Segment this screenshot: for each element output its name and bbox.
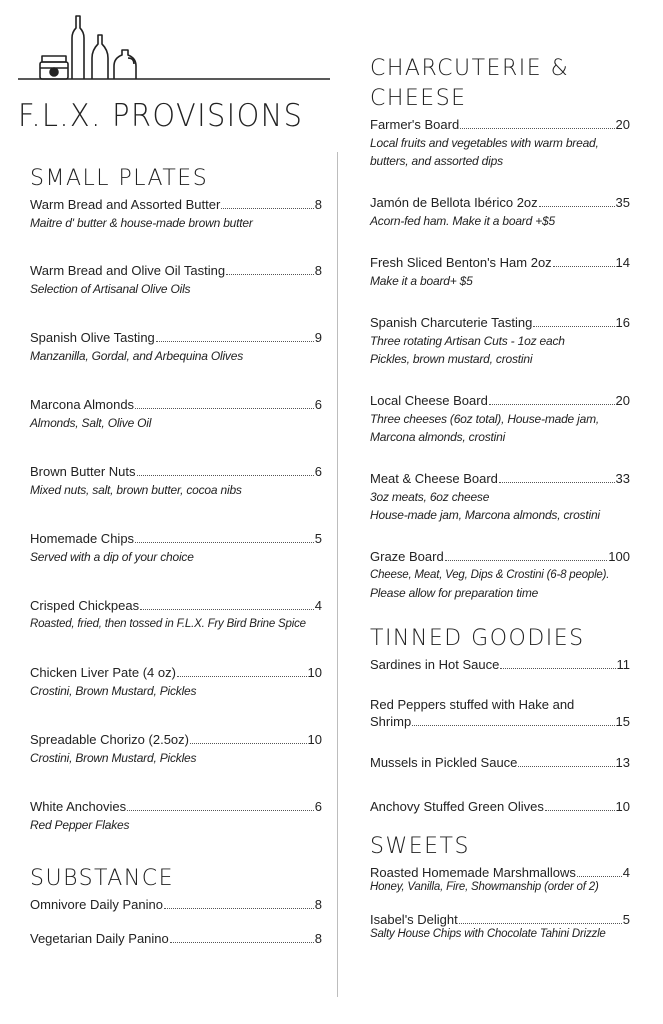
section-title-line: CHEESE [370, 86, 467, 111]
item-name: Shrimp [370, 714, 412, 729]
column-divider [337, 152, 338, 997]
item-name: Spanish Olive Tasting [30, 330, 155, 345]
item-price: 10 [307, 732, 322, 747]
item-price: 6 [314, 464, 322, 479]
item-description: Marcona almonds, crostini [370, 430, 506, 444]
menu-item [30, 262, 322, 298]
item-price: 10 [307, 665, 322, 680]
item-description: Almonds, Salt, Olive Oil [30, 416, 152, 430]
item-description: Make it a board+ $5 [370, 274, 473, 288]
item-name: Crisped Chickpeas [30, 598, 140, 613]
item-name: White Anchovies [30, 799, 127, 814]
item-description: Acorn-fed ham. Make it a board +$5 [370, 214, 555, 228]
item-price: 10 [615, 799, 630, 814]
menu-item [30, 664, 322, 700]
item-name: Mussels in Pickled Sauce [370, 755, 518, 770]
item-description: Manzanilla, Gordal, and Arbequina Olives [30, 349, 244, 363]
menu-item [370, 798, 630, 816]
menu-item [30, 396, 322, 432]
menu-item [30, 731, 322, 767]
item-price: 20 [615, 393, 630, 408]
item-price: 6 [314, 799, 322, 814]
item-name: Chicken Liver Pate (4 oz) [30, 665, 176, 680]
item-name: Sardines in Hot Sauce [370, 657, 500, 672]
item-name: Graze Board [370, 549, 444, 564]
item-description: Please allow for preparation time [370, 586, 539, 600]
item-name: Vegetarian Daily Panino [30, 931, 169, 946]
item-description: Cheese, Meat, Veg, Dips & Crostini (6-8 people). [370, 569, 610, 581]
item-name: Jamón de Bellota Ibérico 2oz [370, 195, 538, 210]
menu-item [370, 911, 630, 942]
section-title-line: CHARCUTERIE & [370, 56, 570, 81]
item-name: Homemade Chips [30, 531, 135, 546]
item-price: 14 [615, 255, 630, 270]
item-description: Crostini, Brown Mustard, Pickles [30, 684, 197, 698]
section-title-substance: SUBSTANCE [30, 866, 175, 891]
menu-item [30, 930, 322, 948]
item-name: Spreadable Chorizo (2.5oz) [30, 732, 189, 747]
item-price: 8 [314, 197, 322, 212]
menu-item [370, 696, 630, 729]
item-description: 3oz meats, 6oz cheese [370, 490, 490, 504]
menu-item [30, 798, 322, 834]
item-name: Isabel's Delight [370, 912, 458, 927]
item-name: Roasted Homemade Marshmallows [370, 865, 576, 880]
item-description: Salty House Chips with Chocolate Tahini Drizzle [370, 928, 606, 940]
item-description: Selection of Artisanal Olive Oils [30, 282, 191, 296]
item-description: Three cheeses (6oz total), House-made jam, [370, 412, 600, 426]
item-price: 5 [622, 912, 630, 927]
item-description: Honey, Vanilla, Fire, Showmanship (order of 2) [370, 881, 599, 893]
menu-item [30, 530, 322, 566]
menu-item [370, 314, 630, 368]
item-name: Warm Bread and Assorted Butter [30, 197, 221, 212]
item-price: 20 [615, 117, 630, 132]
menu-item [30, 463, 322, 499]
menu-item [370, 864, 630, 895]
item-name: Local Cheese Board [370, 393, 488, 408]
item-name: Anchovy Stuffed Green Olives [370, 799, 544, 814]
item-price: 8 [314, 897, 322, 912]
menu-item [370, 194, 630, 230]
item-price: 6 [314, 397, 322, 412]
item-name: Red Peppers stuffed with Hake and [370, 697, 575, 712]
menu-item [370, 254, 630, 290]
brand-name: F.L.X. PROVISIONS [18, 98, 304, 134]
item-price: 16 [615, 315, 630, 330]
item-name: Fresh Sliced Benton's Ham 2oz [370, 255, 552, 270]
menu-item [30, 196, 322, 232]
item-description: Crostini, Brown Mustard, Pickles [30, 751, 197, 765]
item-description: Served with a dip of your choice [30, 550, 194, 564]
item-price: 8 [314, 931, 322, 946]
section-title-charcuterie [370, 54, 630, 114]
menu-item [370, 548, 630, 602]
item-price: 8 [314, 263, 322, 278]
item-price: 4 [622, 865, 630, 880]
item-description: Mixed nuts, salt, brown butter, cocoa nibs [30, 483, 242, 497]
item-description: Local fruits and vegetables with warm bread, [370, 136, 599, 150]
item-price: 13 [615, 755, 630, 770]
item-name: Brown Butter Nuts [30, 464, 136, 479]
menu-item [30, 597, 322, 633]
menu-item [30, 329, 322, 365]
item-price: 33 [615, 471, 630, 486]
item-price: 15 [615, 714, 630, 729]
item-description: Maitre d' butter & house-made brown butter [30, 216, 253, 230]
item-description: butters, and assorted dips [370, 154, 503, 168]
item-description: Three rotating Artisan Cuts - 1oz each [370, 334, 565, 348]
menu-item [30, 896, 322, 914]
item-name: Farmer's Board [370, 117, 460, 132]
menu-item [370, 754, 630, 772]
section-title-small-plates: SMALL PLATES [30, 166, 209, 191]
item-price: 9 [314, 330, 322, 345]
item-price: 5 [314, 531, 322, 546]
item-name: Meat & Cheese Board [370, 471, 498, 486]
left-column [30, 164, 322, 948]
item-price: 11 [616, 657, 630, 672]
item-description: Red Pepper Flakes [30, 818, 130, 832]
item-name: Spanish Charcuterie Tasting [370, 315, 533, 330]
item-name: Warm Bread and Olive Oil Tasting [30, 263, 226, 278]
section-title-sweets: SWEETS [370, 834, 470, 859]
item-name: Omnivore Daily Panino [30, 897, 163, 912]
item-price: 4 [314, 598, 322, 613]
menu-item [370, 116, 630, 170]
menu-item [370, 470, 630, 524]
item-description: Roasted, fried, then tossed in F.L.X. Fry Bird Brine Spice [30, 618, 306, 630]
item-description: House-made jam, Marcona almonds, crostini [370, 508, 600, 522]
menu-item [370, 392, 630, 446]
item-price: 35 [615, 195, 630, 210]
section-title-tinned-goodies: TINNED GOODIES [370, 626, 585, 651]
item-name: Marcona Almonds [30, 397, 135, 412]
menu-item [370, 656, 630, 674]
right-column [370, 54, 630, 942]
brand-logo [14, 10, 334, 140]
item-description: Pickles, brown mustard, crostini [370, 352, 533, 366]
item-price: 100 [608, 549, 630, 564]
